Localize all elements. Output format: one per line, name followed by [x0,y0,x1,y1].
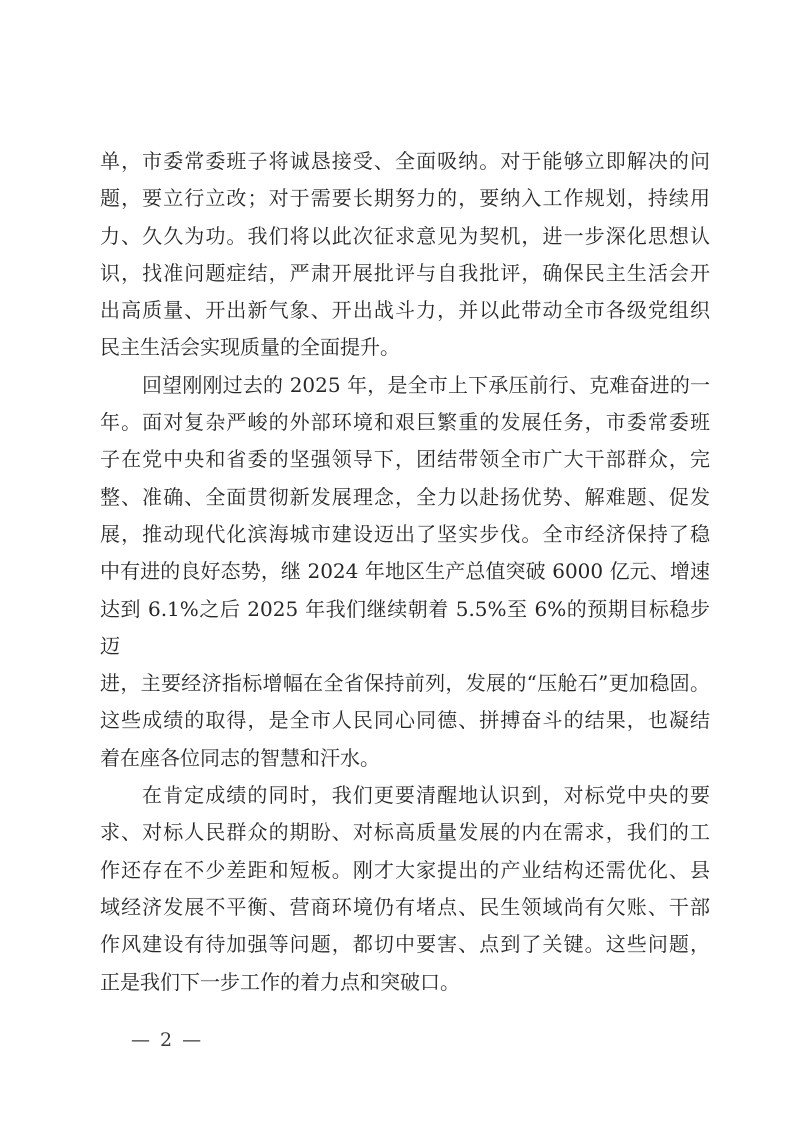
paragraph [100,777,710,1001]
text-line: 作还存在不少差距和短板。刚才大家提出的产业结构还需优化、县 [100,857,710,882]
text-line: 子在党中央和省委的坚强领导下，团结带领全市广大干部群众，完 [100,447,710,472]
text-line: 这些成绩的取得，是全市人民同心同德、拼搏奋斗的结果，也凝结 [100,708,710,733]
text-line: 中有进的良好态势，继 2024 年地区生产总值突破 6000 亿元、增速 [100,559,710,584]
text-line: 着在座各位同志的智慧和汗水。 [100,745,380,770]
text-line: 进，主要经济指标增幅在全省保持前列，发展的“压舱石”更加稳固。 [100,671,710,696]
text-line: 整、准确、全面贯彻新发展理念，全力以赴扬优势、解难题、促发 [100,484,710,509]
text-line: 作风建设有待加强等问题，都切中要害、点到了关键。这些问题， [100,932,710,957]
text-line: 力、久久为功。我们将以此次征求意见为契机，进一步深化思想认 [100,223,710,248]
text-line: 达到 6.1%之后 2025 年我们继续朝着 5.5%至 6%的预期目标稳步迈 [100,596,710,658]
paragraph [100,367,710,777]
text-line: 出高质量、开出新气象、开出战斗力，并以此带动全市各级党组织 [100,298,710,323]
document-body [100,143,710,1001]
text-line: 在肯定成绩的同时，我们更要清醒地认识到，对标党中央的要 [142,783,710,808]
text-line: 求、对标人民群众的期盼、对标高质量发展的内在需求，我们的工 [100,820,710,845]
paragraph [100,143,710,367]
text-line: 域经济发展不平衡、营商环境仍有堵点、民生领域尚有欠账、干部 [100,894,710,919]
text-line: 展，推动现代化滨海城市建设迈出了坚实步伐。全市经济保持了稳 [100,521,710,546]
text-line: 单，市委常委班子将诚恳接受、全面吸纳。对于能够立即解决的问 [100,149,710,173]
text-line: 回望刚刚过去的 2025 年，是全市上下承压前行、克难奋进的一 [142,372,710,397]
text-line: 识，找准问题症结，严肃开展批评与自我批评，确保民主生活会开 [100,260,710,285]
text-line: 题，要立行立改；对于需要长期努力的，要纳入工作规划，持续用 [100,186,710,211]
text-line: 民主生活会实现质量的全面提升。 [100,335,400,360]
text-line: 正是我们下一步工作的着力点和突破口。 [100,969,460,994]
text-line: 年。面对复杂严峻的外部环境和艰巨繁重的发展任务，市委常委班 [100,410,710,435]
page-number: — 2 — [131,1029,204,1051]
